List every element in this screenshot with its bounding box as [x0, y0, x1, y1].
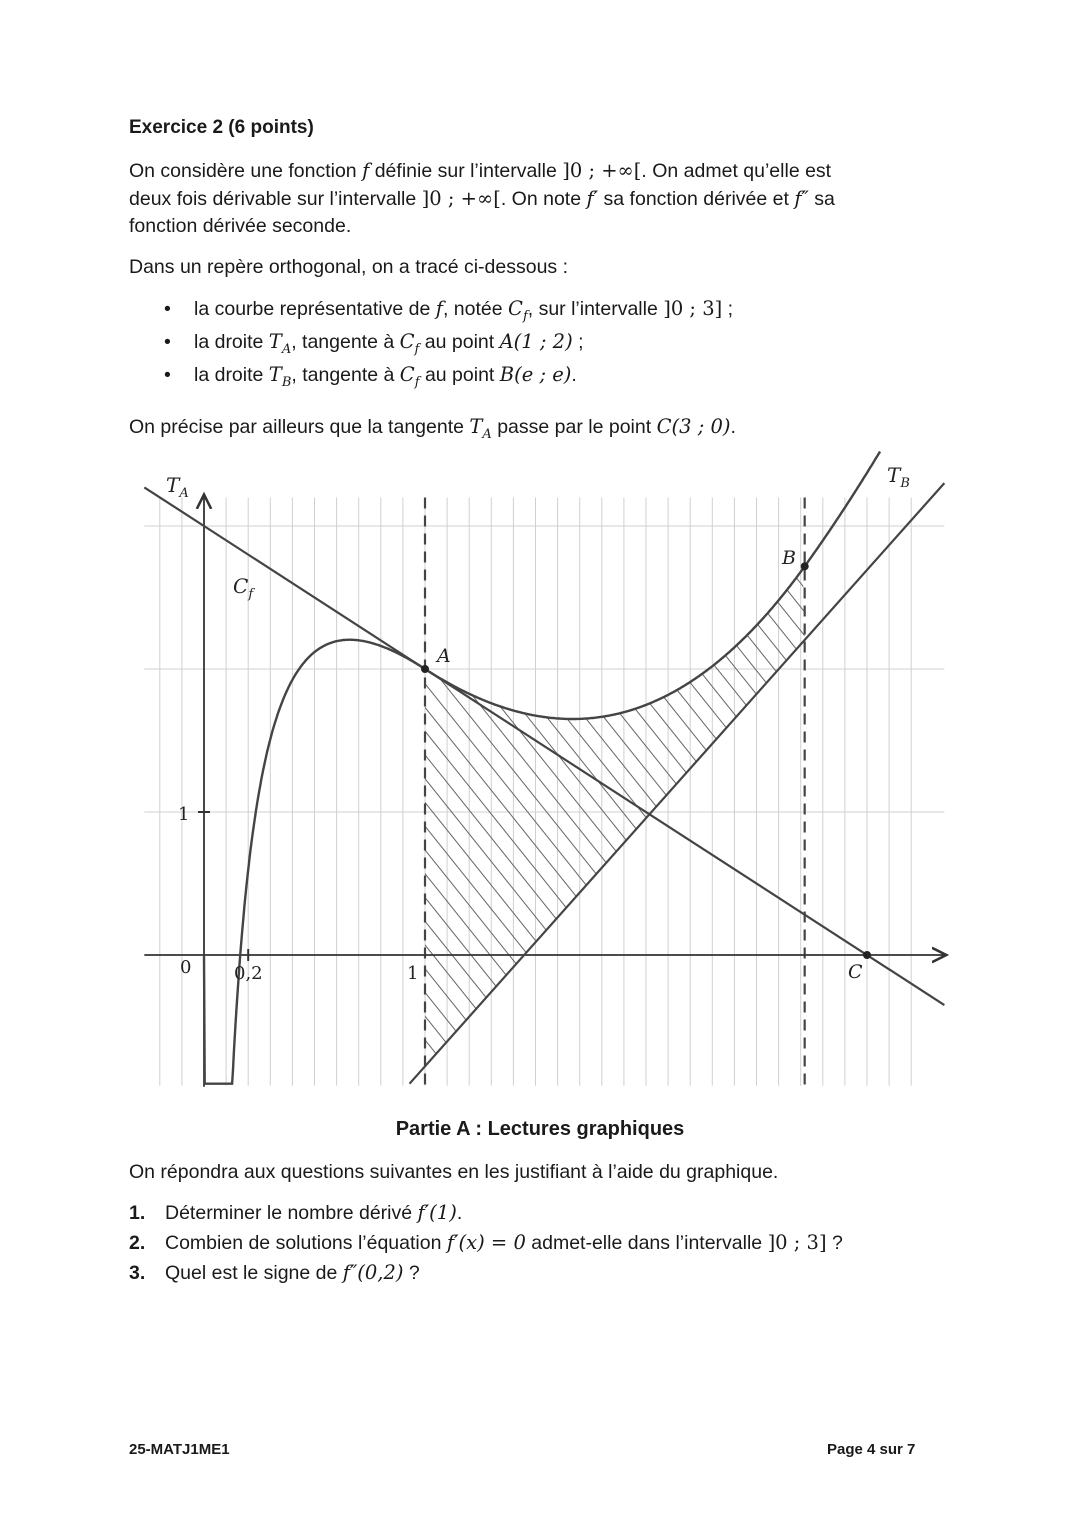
hatch-line	[865, 497, 1080, 1197]
hatch-line	[0, 497, 304, 1197]
label-c: C	[848, 961, 863, 983]
hatch-line	[1074, 497, 1080, 1197]
hatch-line	[219, 497, 779, 1197]
hatch-line	[789, 497, 1080, 1197]
label-a: A	[437, 645, 451, 667]
question-3: 3. Quel est le signe de f″(0,2) ?	[129, 1261, 420, 1284]
point-b	[801, 562, 809, 570]
hatch-line	[86, 497, 646, 1197]
hatch-line	[314, 497, 874, 1197]
hatch-line	[618, 497, 1080, 1197]
hatch-line	[0, 497, 361, 1197]
hatch-line	[808, 497, 1080, 1197]
hatch-line	[523, 497, 1080, 1197]
hatch-line	[998, 497, 1080, 1197]
hatch-line	[675, 497, 1080, 1197]
hatch-line	[409, 497, 969, 1197]
hatch-line	[770, 497, 1080, 1197]
hatch-line	[0, 497, 399, 1197]
hatch-line	[941, 497, 1080, 1197]
part-a-intro: On répondra aux questions suivantes en les justifiant à l’aide du graphique.	[129, 1161, 779, 1183]
hatch-line	[656, 497, 1080, 1197]
hatched-region	[0, 497, 1080, 1197]
hatch-line	[580, 497, 1080, 1197]
hatch-line	[466, 497, 1026, 1197]
label-b: B	[782, 547, 796, 569]
hatch-line	[637, 497, 1080, 1197]
label-ta: $T_A$	[166, 473, 189, 501]
hatch-line	[0, 497, 513, 1197]
tangent-tb-line	[410, 483, 945, 1084]
hatch-line	[181, 497, 741, 1197]
hatch-line	[979, 497, 1080, 1197]
hatch-line	[713, 497, 1080, 1197]
hatch-line	[846, 497, 1080, 1197]
bullet-tangent-b: • la droite $T_B$, tangente à $C_f$ au point B(e ; e).	[164, 363, 577, 390]
setup-text: Dans un repère orthogonal, on a tracé ci-dessous :	[129, 256, 569, 278]
hatch-line	[0, 497, 532, 1197]
question-2: 2. Combien de solutions l’équation f′(x) = 0 admet-elle dans l’intervalle ]0 ; 3] ?	[129, 1231, 843, 1254]
grid	[144, 498, 944, 1086]
hatch-line	[0, 497, 285, 1197]
hatch-line	[352, 497, 912, 1197]
footer-code: 25-MATJ1ME1	[129, 1441, 230, 1458]
tick-label-origin: 0	[180, 957, 192, 978]
part-a-title: Partie A : Lectures graphiques	[395, 1118, 685, 1140]
hatch-line	[276, 497, 836, 1197]
question-1: 1. Déterminer le nombre dérivé f′(1).	[129, 1201, 463, 1224]
hatch-line	[333, 497, 893, 1197]
precision-text: On précise par ailleurs que la tangente $T_A$ passe par le point C(3 ; 0).	[129, 415, 736, 442]
hatch-line	[922, 497, 1080, 1197]
hatch-line	[0, 497, 551, 1197]
hatch-line	[48, 497, 608, 1197]
hatch-line	[0, 497, 418, 1197]
hatch-line	[447, 497, 1007, 1197]
hatch-line	[1055, 497, 1080, 1197]
hatch-line	[485, 497, 1045, 1197]
label-cf: $C_f$	[233, 574, 254, 602]
hatch-line	[0, 497, 437, 1197]
footer-page: Page 4 sur 7	[827, 1441, 916, 1458]
bullet-tangent-a: • la droite $T_A$, tangente à $C_f$ au point A(1 ; 2) ;	[164, 330, 584, 357]
hatch-line	[0, 497, 456, 1197]
hatch-line	[0, 497, 475, 1197]
hatch-line	[694, 497, 1080, 1197]
point-a	[421, 665, 429, 673]
tick-label-0-2: 0,2	[234, 963, 263, 984]
hatch-line	[561, 497, 1080, 1197]
hatch-line	[960, 497, 1080, 1197]
hatch-line	[1017, 497, 1080, 1197]
hatch-line	[827, 497, 1080, 1197]
hatch-line	[200, 497, 760, 1197]
label-tb: $T_B$	[887, 463, 910, 491]
hatch-line	[10, 497, 570, 1197]
hatch-line	[504, 497, 1064, 1197]
point-c	[863, 951, 871, 959]
hatch-line	[732, 497, 1080, 1197]
hatch-line	[371, 497, 931, 1197]
hatch-line	[542, 497, 1080, 1197]
hatch-line	[257, 497, 817, 1197]
hatch-line	[29, 497, 589, 1197]
hatch-line	[1036, 497, 1080, 1197]
hatch-line	[903, 497, 1080, 1197]
exercise-title: Exercice 2 (6 points)	[129, 117, 314, 138]
hatch-line	[295, 497, 855, 1197]
bullet-curve: • la courbe représentative de f, notée $C_f$, sur l’intervalle ]0 ; 3] ;	[164, 297, 734, 324]
hatch-line	[0, 497, 494, 1197]
hatch-line	[390, 497, 950, 1197]
hatch-line	[162, 497, 722, 1197]
hatch-line	[428, 497, 988, 1197]
hatch-line	[0, 497, 342, 1197]
hatch-line	[0, 497, 323, 1197]
hatch-line	[67, 497, 627, 1197]
hatch-line	[124, 497, 684, 1197]
tick-label-x1: 1	[407, 963, 419, 984]
intro-paragraph: On considère une fonction f définie sur l’intervalle ]0 ; +∞[. On admet qu’elle est deux fois dérivable sur l’intervalle ]0 ; +∞[. On note f′ sa fonction dérivée et f″ sa fonction dérivée seconde.	[129, 159, 835, 237]
tick-label-y1: 1	[178, 804, 190, 825]
hatch-line	[884, 497, 1080, 1197]
hatch-line	[105, 497, 665, 1197]
